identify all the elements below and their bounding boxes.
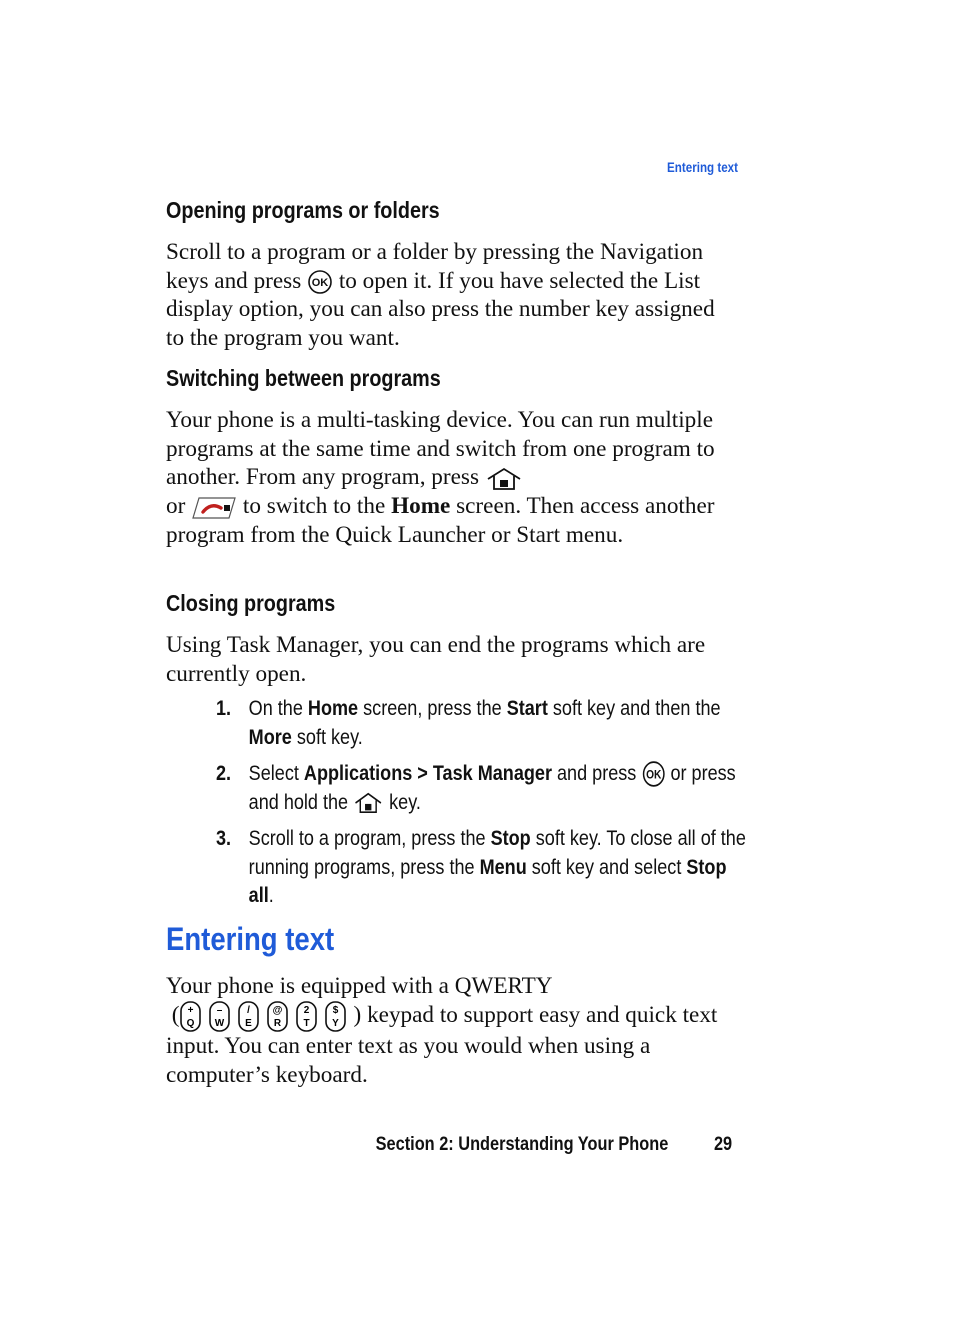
page-number: 29 <box>713 1134 732 1155</box>
key-r-icon <box>267 1001 288 1032</box>
ok-key-icon <box>307 269 333 295</box>
step-number: 3. <box>216 827 232 850</box>
switching-text-a: Your phone is a multi-tasking device. You can run multiple programs at the same time and switch from one program to another. From any program, press <box>166 407 715 491</box>
step-text: Select <box>248 762 299 785</box>
step-text: and press <box>557 762 637 785</box>
step-bold: Home <box>307 697 359 720</box>
svg-text:E: E <box>244 1017 252 1029</box>
heading-switching-programs: Switching between programs <box>166 365 441 391</box>
running-head: Entering text <box>667 160 738 175</box>
opening-text-b: to open it. If you have selected the List display option, you can also press the number key assigned to the program you want. <box>166 267 715 352</box>
step-bold: Stop all <box>248 855 727 907</box>
paragraph-entering-text <box>166 972 738 1089</box>
end-call-key-icon <box>191 496 237 520</box>
svg-text:@: @ <box>272 1004 282 1016</box>
entering-paren-close: ) <box>353 1001 362 1028</box>
step-text: or press and hold the <box>248 762 736 814</box>
step-text: On the <box>248 697 303 720</box>
step-text: Scroll to a program, press the <box>248 827 486 850</box>
step-text: . <box>268 884 274 907</box>
paragraph-opening-programs <box>166 238 738 353</box>
switching-text-b: to switch to the <box>242 493 386 520</box>
ok-key-icon <box>641 760 665 788</box>
home-key-icon <box>353 791 384 815</box>
svg-text:W: W <box>214 1017 224 1029</box>
svg-text:+: + <box>187 1004 193 1016</box>
svg-text:OK: OK <box>311 277 329 290</box>
heading-entering-text: Entering text <box>166 921 335 957</box>
key-w-icon <box>209 1001 230 1032</box>
svg-text:/: / <box>246 1004 250 1016</box>
entering-text-b: keypad to support easy and quick text input. You can enter text as you would when using a computer’s keyboard. <box>166 1001 718 1088</box>
step-bold: Stop <box>490 827 531 850</box>
svg-text:–: – <box>216 1004 222 1016</box>
footer-section-title: Section 2: Understanding Your Phone <box>375 1134 668 1155</box>
key-t-icon <box>296 1001 317 1032</box>
heading-opening-programs: Opening programs or folders <box>166 197 440 223</box>
step-text: soft key. <box>296 725 363 749</box>
switching-or: or <box>166 493 186 520</box>
step-1 <box>216 695 749 752</box>
step-text: soft key and select <box>531 855 682 879</box>
switching-home-bold: Home <box>391 493 451 520</box>
entering-text-a: Your phone is equipped with a QWERTY <box>166 973 553 999</box>
svg-text:T: T <box>302 1017 310 1029</box>
entering-paren-open: ( <box>171 1001 180 1028</box>
step-bold: More <box>248 725 292 749</box>
switching-text-c: screen. Then access another program from the Quick Launcher or Start menu. <box>166 493 715 548</box>
opening-text-a: Scroll to a program or a folder by pressing the Navigation keys and press <box>166 239 704 294</box>
paragraph-closing-programs: Using Task Manager, you can end the programs which are currently open. <box>166 632 706 687</box>
key-e-icon <box>238 1001 259 1032</box>
step-text: soft key. To close all of the running programs, press the <box>248 827 746 879</box>
step-bold: Applications > Task Manager <box>303 762 552 785</box>
home-key-icon <box>485 466 523 492</box>
step-2 <box>216 760 749 817</box>
paragraph-switching-programs <box>166 406 738 550</box>
svg-text:OK: OK <box>645 769 662 783</box>
qwerty-keys <box>180 1002 354 1028</box>
svg-text:Q: Q <box>186 1017 194 1029</box>
step-text: soft key and then the <box>552 697 721 720</box>
key-q-icon <box>180 1001 201 1032</box>
step-bold: Start <box>506 697 548 720</box>
svg-text:Y: Y <box>331 1017 339 1029</box>
step-bold: Menu <box>479 855 527 879</box>
step-text: screen, press the <box>363 697 502 720</box>
step-3 <box>216 825 749 911</box>
heading-closing-programs: Closing programs <box>166 590 336 616</box>
svg-text:2: 2 <box>303 1004 309 1016</box>
step-number: 2. <box>216 762 232 785</box>
svg-text:$: $ <box>332 1004 338 1016</box>
svg-text:R: R <box>273 1017 281 1029</box>
step-text: key. <box>389 790 421 814</box>
key-y-icon <box>325 1001 346 1032</box>
step-number: 1. <box>216 697 232 720</box>
